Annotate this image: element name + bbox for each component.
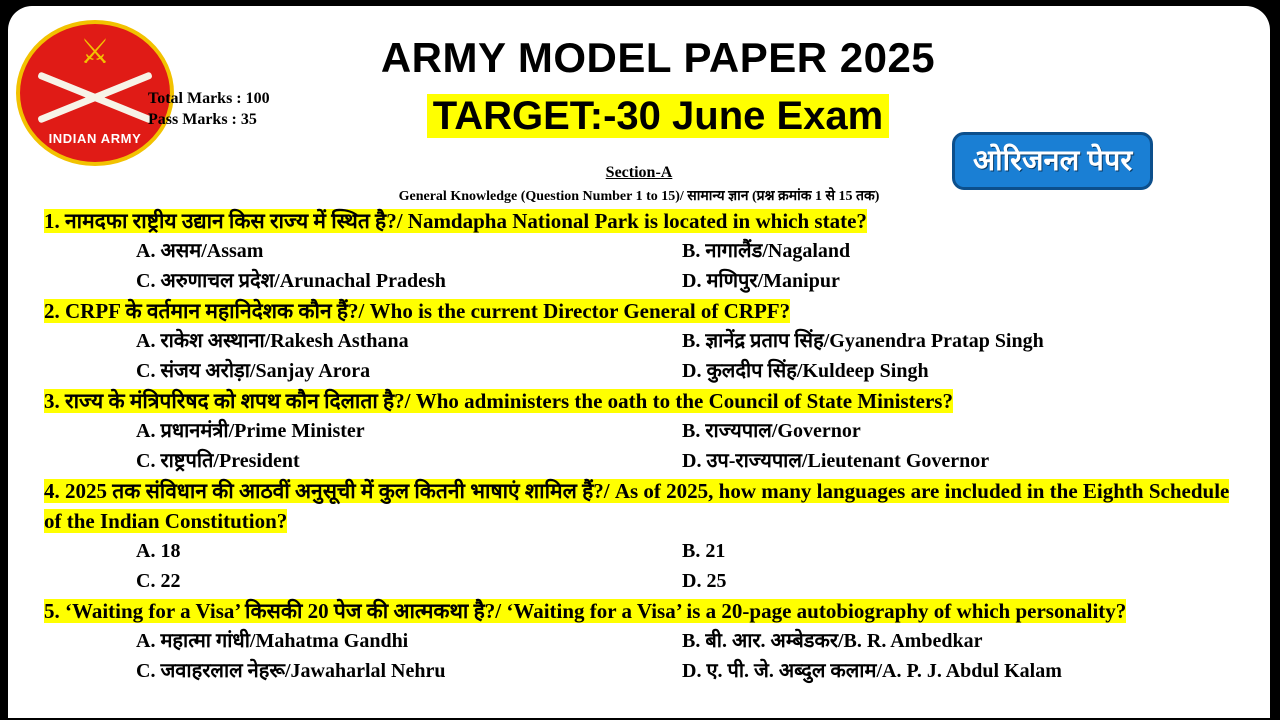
option-d[interactable]: D. उप-राज्यपाल/Lieutenant Governor [682, 450, 990, 472]
option-d[interactable]: D. कुलदीप सिंह/Kuldeep Singh [682, 360, 929, 382]
option-d[interactable]: D. ए. पी. जे. अब्दुल कलाम/A. P. J. Abdul Kalam [682, 660, 1062, 682]
page-subtitle-text: TARGET:-30 June Exam [427, 94, 890, 138]
pass-marks: Pass Marks : 35 [148, 111, 257, 128]
ashoka-lion-icon: ⚔ [79, 34, 111, 71]
question-block [44, 476, 1244, 596]
page-subtitle [308, 94, 1008, 139]
question-text [44, 296, 1244, 326]
option-row [44, 266, 1244, 296]
question-text [44, 386, 1244, 416]
total-marks: Total Marks : 100 [148, 90, 270, 107]
option-a[interactable]: A. प्रधानमंत्री/Prime Minister [136, 420, 365, 442]
option-a[interactable]: A. असम/Assam [136, 240, 264, 262]
question-block [44, 386, 1244, 476]
question-block [44, 596, 1244, 686]
option-b[interactable]: B. बी. आर. अम्बेडकर/B. R. Ambedkar [682, 630, 983, 652]
original-paper-badge: ओरिजनल पेपर [952, 132, 1153, 190]
question-text-highlight: 5. ‘Waiting for a Visa’ किसकी 20 पेज की आत्मकथा है?/ ‘Waiting for a Visa’ is a 20-page autobiography of which personality? [44, 599, 1127, 623]
option-b[interactable]: B. राज्यपाल/Governor [682, 420, 861, 442]
option-c[interactable]: C. जवाहरलाल नेहरू/Jawaharlal Nehru [136, 660, 446, 682]
marks-info [148, 88, 270, 130]
section-title: Section-A [605, 164, 673, 181]
option-c[interactable]: C. संजय अरोड़ा/Sanjay Arora [136, 360, 371, 382]
option-c[interactable]: C. राष्ट्रपति/President [136, 450, 300, 472]
option-d[interactable]: D. 25 [682, 570, 727, 592]
option-row [44, 356, 1244, 386]
option-row [44, 236, 1244, 266]
option-a[interactable]: A. राकेश अस्थाना/Rakesh Asthana [136, 330, 409, 352]
emblem-label: INDIAN ARMY [48, 131, 142, 146]
question-text [44, 206, 1244, 236]
option-row [44, 536, 1244, 566]
option-c[interactable]: C. 22 [136, 570, 181, 592]
option-row [44, 566, 1244, 596]
option-row [44, 326, 1244, 356]
option-row [44, 626, 1244, 656]
question-block [44, 206, 1244, 296]
option-c[interactable]: C. अरुणाचल प्रदेश/Arunachal Pradesh [136, 270, 446, 292]
question-text-highlight: 4. 2025 तक संविधान की आठवीं अनुसूची में कुल कितनी भाषाएं शामिल हैं?/ As of 2025, how many languages are included in the Eighth Schedule of the Indian Constitution? [44, 479, 1230, 533]
crossed-swords-icon [34, 72, 156, 122]
option-row [44, 416, 1244, 446]
paper-sheet [8, 6, 1270, 718]
option-b[interactable]: B. ज्ञानेंद्र प्रताप सिंह/Gyanendra Pratap Singh [682, 330, 1044, 352]
question-list [44, 206, 1244, 686]
question-text [44, 596, 1244, 626]
option-b[interactable]: B. 21 [682, 540, 726, 562]
option-d[interactable]: D. मणिपुर/Manipur [682, 270, 840, 292]
page-title: ARMY MODEL PAPER 2025 [380, 34, 936, 81]
option-row [44, 446, 1244, 476]
question-text-highlight: 1. नामदफा राष्ट्रीय उद्यान किस राज्य में स्थित है?/ Namdapha National Park is located in which state? [44, 209, 867, 233]
question-text [44, 476, 1244, 536]
option-a[interactable]: A. 18 [136, 540, 181, 562]
section-description: General Knowledge (Question Number 1 to 15)/ सामान्य ज्ञान (प्रश्न क्रमांक 1 से 15 तक) [398, 189, 880, 204]
option-row [44, 656, 1244, 686]
question-block [44, 296, 1244, 386]
question-text-highlight: 2. CRPF के वर्तमान महानिदेशक कौन हैं?/ Who is the current Director General of CRPF? [44, 299, 791, 323]
option-b[interactable]: B. नागालैंड/Nagaland [682, 240, 851, 262]
option-a[interactable]: A. महात्मा गांधी/Mahatma Gandhi [136, 630, 409, 652]
question-text-highlight: 3. राज्य के मंत्रिपरिषद को शपथ कौन दिलाता है?/ Who administers the oath to the Council of State Ministers? [44, 389, 953, 413]
